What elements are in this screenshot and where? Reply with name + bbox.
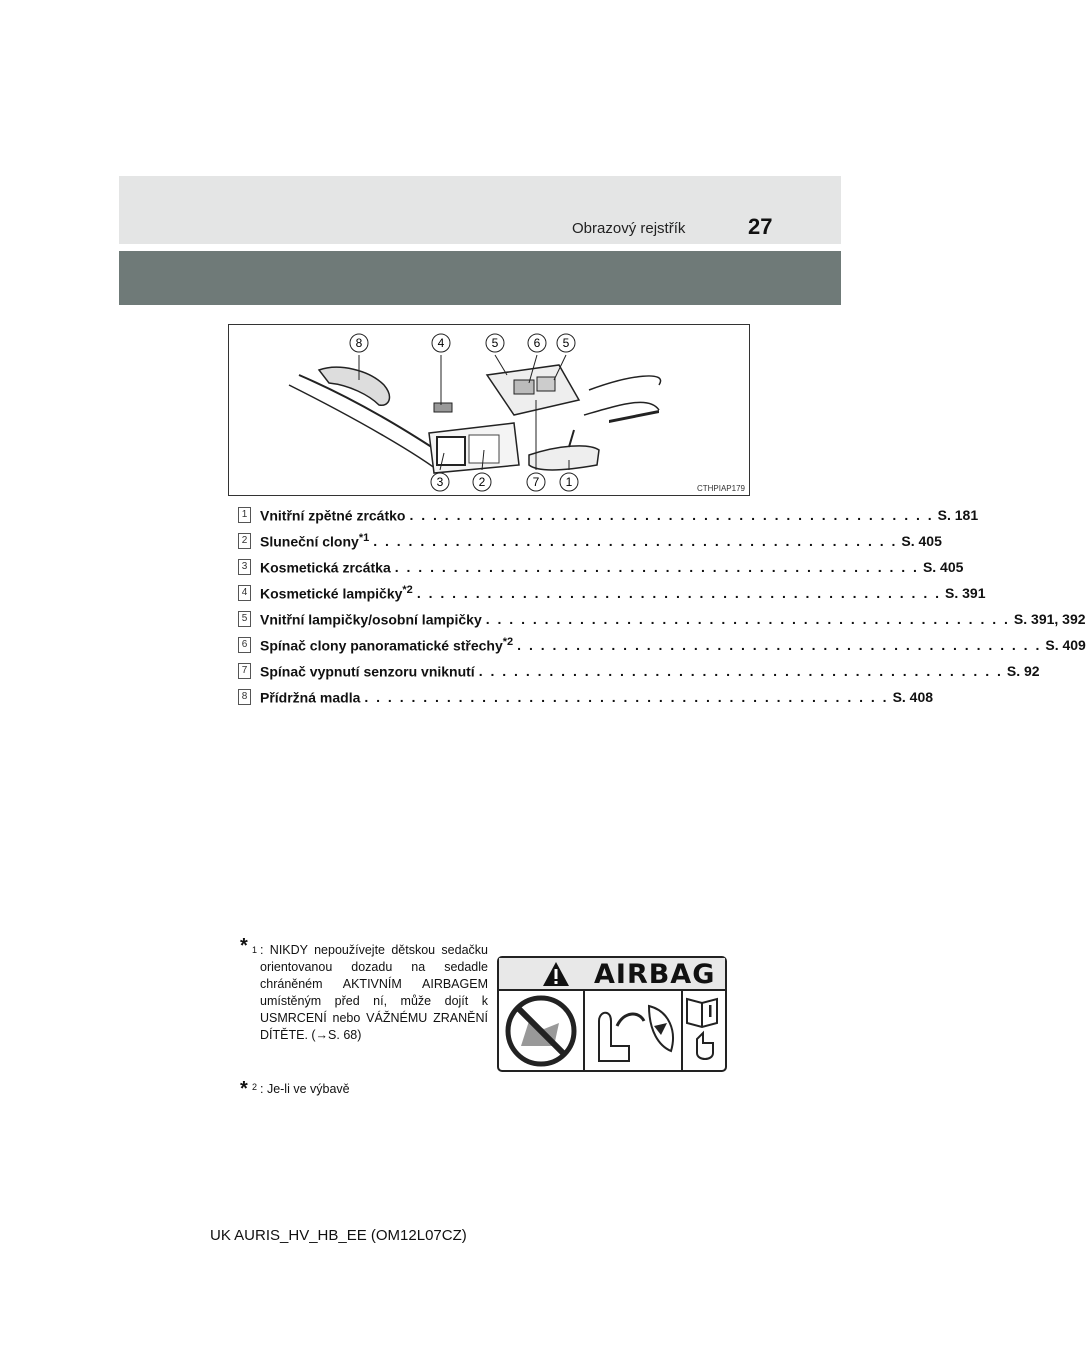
page-reference[interactable]: S. 405 (901, 533, 942, 549)
footnote-text: : NIKDY nepoužívejte dětskou sedačku orientovanou dozadu na sedadle chráněném AKTIVNÍM AIRBAGEM umístěným před ní, může dojít k USMRCENÍ nebo VÁŽNÉMU ZRANĚNÍ DÍTĚTE. (→S. 68) (260, 943, 488, 1042)
document-id: UK AURIS_HV_HB_EE (OM12L07CZ) (210, 1227, 467, 1244)
section-title: Obrazový rejstřík (572, 220, 686, 237)
leader-dots: . . . . . . . . . . . . . . . . . . . . . . . . . . . . . . . . . . . . . . . . . . . . . (409, 507, 934, 523)
footnote-1 (240, 935, 488, 1044)
item-number: 8 (238, 689, 251, 705)
index-row[interactable] (238, 502, 979, 528)
svg-text:5: 5 (491, 336, 499, 350)
seat-airbag-icon (599, 1006, 673, 1061)
item-label: Spínač vypnutí senzoru vniknutí (260, 663, 475, 680)
callout-6 (528, 334, 546, 352)
page-reference[interactable]: S. 409 (1045, 637, 1086, 653)
manual-reference-icon (687, 999, 717, 1059)
warning-triangle-icon (541, 960, 571, 988)
svg-text:2: 2 (478, 475, 486, 489)
page-reference[interactable]: S. 391, 392 (1013, 611, 1086, 627)
page-reference[interactable]: S. 405 (922, 559, 964, 575)
item-number: 5 (238, 611, 251, 627)
leader-dots: . . . . . . . . . . . . . . . . . . . . . . . . . . . . . . . . . . . . . . . . . . . . . (364, 689, 889, 705)
index-list (238, 502, 1086, 710)
item-label: Spínač clony panoramatické střechy$^{*2}$ (260, 636, 514, 654)
callout-1 (560, 473, 578, 491)
item-number: 2 (238, 533, 251, 549)
index-row[interactable] (238, 632, 1086, 658)
svg-text:1: 1 (565, 475, 573, 489)
svg-text:8: 8 (355, 336, 363, 350)
header-bar (119, 251, 841, 305)
item-number: 4 (238, 585, 251, 601)
svg-text:3: 3 (436, 475, 444, 489)
leader-dots: . . . . . . . . . . . . . . . . . . . . . . . . . . . . . . . . . . . . . . . . . . . . . (394, 559, 919, 575)
callout-4 (432, 334, 450, 352)
item-number: 3 (238, 559, 251, 575)
airbag-pictograms (499, 991, 725, 1071)
header-band (119, 176, 841, 244)
page-reference[interactable]: S. 181 (937, 507, 979, 523)
page-reference[interactable]: S. 408 (892, 689, 934, 705)
footnote-text: : Je-li ve výbavě (260, 1082, 350, 1096)
figure-code: CTHPIAP179 (696, 484, 745, 493)
callout-2 (473, 473, 491, 491)
footnote-2 (240, 1078, 350, 1100)
footnote-asterisk: * (240, 935, 248, 957)
item-label: Kosmetická zrcátka (260, 559, 391, 576)
index-row[interactable] (238, 554, 964, 580)
airbag-label-header (499, 958, 725, 991)
interior-ceiling-illustration (228, 324, 750, 496)
index-row[interactable] (238, 606, 1086, 632)
callout-5b (557, 334, 575, 352)
item-label: Vnitřní zpětné zrcátko (260, 507, 406, 524)
item-number: 6 (238, 637, 251, 653)
callout-3 (431, 473, 449, 491)
item-label: Vnitřní lampičky/osobní lampičky (260, 611, 482, 628)
leader-dots: . . . . . . . . . . . . . . . . . . . . . . . . . . . . . . . . . . . . . . . . . . . . . (373, 533, 898, 549)
svg-text:7: 7 (532, 475, 540, 489)
leader-dots: . . . . . . . . . . . . . . . . . . . . . . . . . . . . . . . . . . . . . . . . . . . . . (485, 611, 1010, 627)
leader-dots: . . . . . . . . . . . . . . . . . . . . . . . . . . . . . . . . . . . . . . . . . . . . . (416, 585, 941, 601)
svg-text:4: 4 (437, 336, 445, 350)
page-reference[interactable]: S. 92 (1006, 663, 1040, 679)
footnote-asterisk: * (240, 1078, 248, 1100)
index-row[interactable] (238, 528, 942, 554)
svg-text:6: 6 (533, 336, 541, 350)
item-label: Kosmetické lampičky$^{*2}$ (260, 584, 413, 602)
airbag-warning-label (497, 956, 727, 1072)
page-reference[interactable]: S. 391 (945, 585, 986, 601)
svg-text:5: 5 (562, 336, 570, 350)
callout-5a (486, 334, 504, 352)
no-child-seat-icon (508, 998, 574, 1064)
page-number: 27 (748, 214, 773, 239)
airbag-word: AIRBAG (594, 959, 716, 990)
leader-dots: . . . . . . . . . . . . . . . . . . . . . . . . . . . . . . . . . . . . . . . . . . . . . (478, 663, 1003, 679)
leader-dots: . . . . . . . . . . . . . . . . . . . . . . . . . . . . . . . . . . . . . . . . . . . . . (517, 637, 1042, 653)
item-number: 1 (238, 507, 251, 523)
callout-8 (350, 334, 368, 352)
index-row[interactable] (238, 580, 986, 606)
index-row[interactable] (238, 658, 1040, 684)
item-number: 7 (238, 663, 251, 679)
callout-7 (527, 473, 545, 491)
item-label: Přídržná madla (260, 689, 361, 706)
index-row[interactable] (238, 684, 934, 710)
item-label: Sluneční clony$^{*1}$ (260, 532, 370, 550)
ceiling-drawing (229, 325, 749, 495)
footnote-number: 2 (252, 1082, 258, 1092)
footnote-number: 1 (252, 945, 258, 955)
